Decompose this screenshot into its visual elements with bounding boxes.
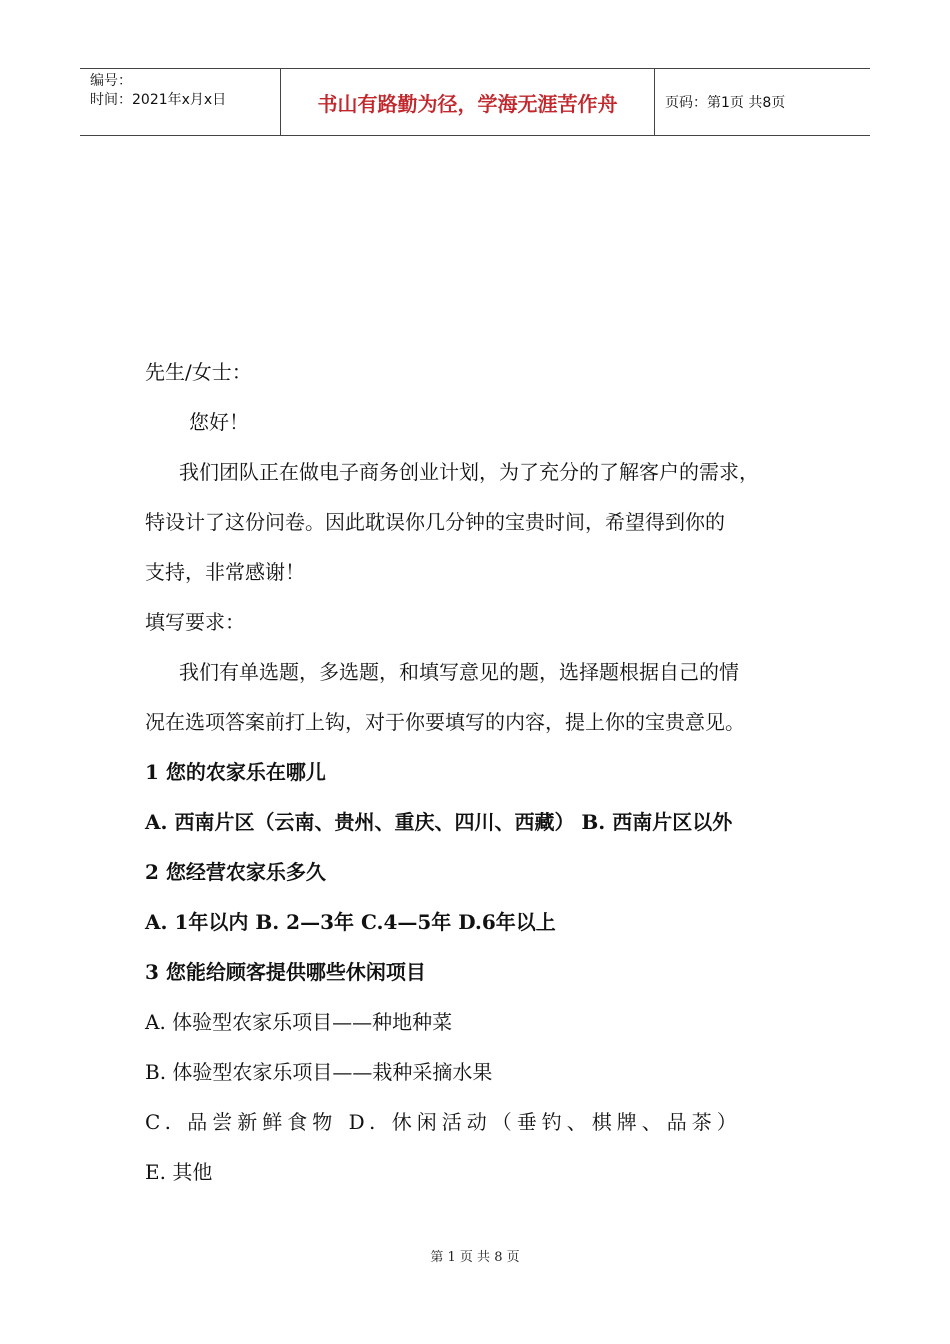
question-option: A. 体验型农家乐项目——种地种菜: [145, 1010, 453, 1034]
header-number: 编号：: [90, 73, 132, 89]
question-option: E. 其他: [145, 1160, 213, 1184]
header-meta: [80, 69, 281, 135]
intro-paragraph-line: 特设计了这份问卷。因此耽误你几分钟的宝贵时间，希望得到你的: [145, 510, 725, 534]
header-page-number: 页码：第1页 共8页: [665, 95, 786, 111]
question-title: 2 您经营农家乐多久: [145, 860, 326, 884]
salutation: 先生/女士：: [145, 360, 252, 384]
question-option: A. 西南片区（云南、贵州、重庆、四川、西藏） B. 西南片区以外: [145, 810, 733, 834]
header-time: 时间：2021年x月x日: [90, 92, 227, 108]
header-motto: 书山有路勤为径，学海无涯苦作舟: [281, 69, 655, 135]
document-body: [145, 352, 825, 1202]
requirements-paragraph-line: 我们有单选题，多选题，和填写意见的题，选择题根据自己的情: [179, 660, 739, 684]
requirements-title: 填写要求：: [145, 610, 245, 634]
question-option: B. 体验型农家乐项目——栽种采摘水果: [145, 1060, 493, 1084]
intro-paragraph-line: 支持，非常感谢！: [145, 560, 305, 584]
question-option: A. 1年以内 B. 2—3年 C.4—5年 D.6年以上: [145, 910, 556, 934]
question-title: 3 您能给顾客提供哪些休闲项目: [145, 960, 426, 984]
document-header: [80, 68, 870, 136]
intro-paragraph-line: 我们团队正在做电子商务创业计划，为了充分的了解客户的需求，: [179, 460, 759, 484]
question-option: C. 品尝新鲜食物 D. 休闲活动（垂钓、棋牌、品茶）: [145, 1110, 742, 1134]
page-footer: 第 1 页 共 8 页: [430, 1250, 520, 1265]
question-title: 1 您的农家乐在哪儿: [145, 760, 326, 784]
greeting: 您好！: [189, 410, 249, 434]
requirements-paragraph-line: 况在选项答案前打上钩，对于你要填写的内容，提上你的宝贵意见。: [145, 710, 745, 734]
